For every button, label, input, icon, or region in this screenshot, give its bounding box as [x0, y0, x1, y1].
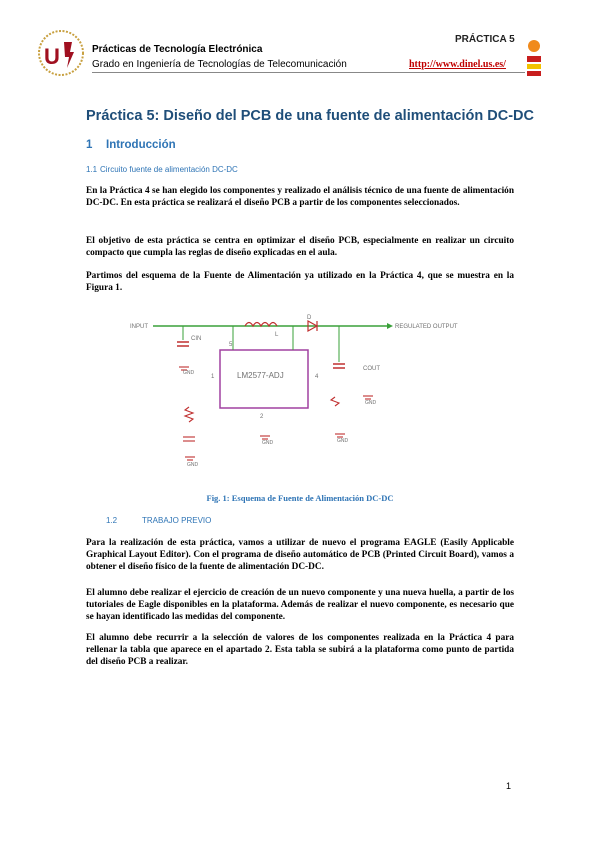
subsection-number: 1.2: [106, 516, 118, 525]
paragraph-4: Para la realización de esta práctica, vamos a utilizar de nuevo el programa EAGLE (Easily Applicable Graphical Layout Editor). Con el programa de diseño automático de PCB (Printed Circuit Board), vamos a obtener el diseño físico de la fuente de alimentación DC-DC.: [86, 538, 514, 572]
paragraph-5: El alumno debe realizar el ejercicio de creación de un nuevo componente y una nueva huella, a partir de los tutoriales de Eagle disponibles en la plataforma. Además de realizar el nuevo componente, es necesario que se hayan identificado las medidas del componente.: [86, 588, 514, 622]
figure-caption: Fig. 1: Esquema de Fuente de Alimentación DC-DC: [206, 493, 394, 503]
subsection-number: 1.1: [86, 165, 98, 174]
header-practica-label: PRÁCTICA 5: [455, 34, 515, 45]
svg-text:2: 2: [260, 414, 264, 420]
input-label: INPUT: [130, 324, 148, 330]
output-label: REGULATED OUTPUT: [395, 324, 458, 330]
header-url-link[interactable]: http://www.dinel.us.es/: [409, 59, 506, 70]
svg-text:GND: GND: [337, 438, 349, 444]
university-logo: [36, 28, 86, 78]
page-number: 1: [506, 781, 512, 791]
cout-label: COUT: [363, 366, 380, 372]
svg-text:GND: GND: [187, 462, 199, 468]
paragraph-1: En la Práctica 4 se han elegido los componentes y realizado el análisis técnico de una fuente de alimentación DC-DC. En esta práctica se realizará el diseño PCB a partir de los componentes seleccionados.: [86, 186, 514, 208]
section-label: Introducción: [106, 139, 176, 151]
svg-text:4: 4: [315, 374, 319, 380]
inductor-label: L: [275, 332, 279, 338]
paragraph-6: El alumno debe recurrir a la selección de valores de los componentes realizada en la Práctica 4 para rellenar la tabla que aparece en el apartado 2. Esta tabla se subirá a la plataforma como punto de partida del diseño PCB a realizar.: [86, 633, 514, 667]
header-subtitle: Grado en Ingeniería de Tecnologías de Telecomunicación: [92, 59, 347, 70]
subsection-heading-1-1: [86, 165, 238, 174]
ic-label: LM2577-ADJ: [237, 371, 284, 380]
subsection-label: Circuito fuente de alimentación DC-DC: [100, 165, 238, 174]
subsection-label: TRABAJO PREVIO: [142, 516, 212, 525]
cin-label: CIN: [191, 336, 202, 342]
diode-label: D: [307, 315, 312, 321]
subsection-heading-1-2: [106, 516, 211, 525]
paragraph-3: Partimos del esquema de la Fuente de Alimentación ya utilizado en la Práctica 4, que se muestra en la Figura 1.: [86, 271, 514, 293]
svg-text:1: 1: [211, 374, 215, 380]
section-heading-1: [86, 139, 176, 151]
svg-text:GND: GND: [262, 440, 274, 446]
svg-text:GND: GND: [183, 370, 195, 376]
svg-text:GND: GND: [365, 400, 377, 406]
department-logo: [523, 38, 545, 78]
svg-text:U: U: [44, 44, 60, 69]
paragraph-2: El objetivo de esta práctica se centra en optimizar el diseño PCB, especialmente en realizar un circuito compacto que cumpla las reglas de diseño explicadas en el aula.: [86, 236, 514, 258]
section-number: 1: [86, 139, 93, 151]
document-title: Práctica 5: Diseño del PCB de una fuente de alimentación DC-DC: [86, 108, 534, 124]
header-title: Prácticas de Tecnología Electrónica: [92, 44, 263, 55]
schematic-figure: [125, 312, 475, 477]
svg-text:5: 5: [229, 342, 233, 348]
header-divider: [92, 72, 525, 73]
